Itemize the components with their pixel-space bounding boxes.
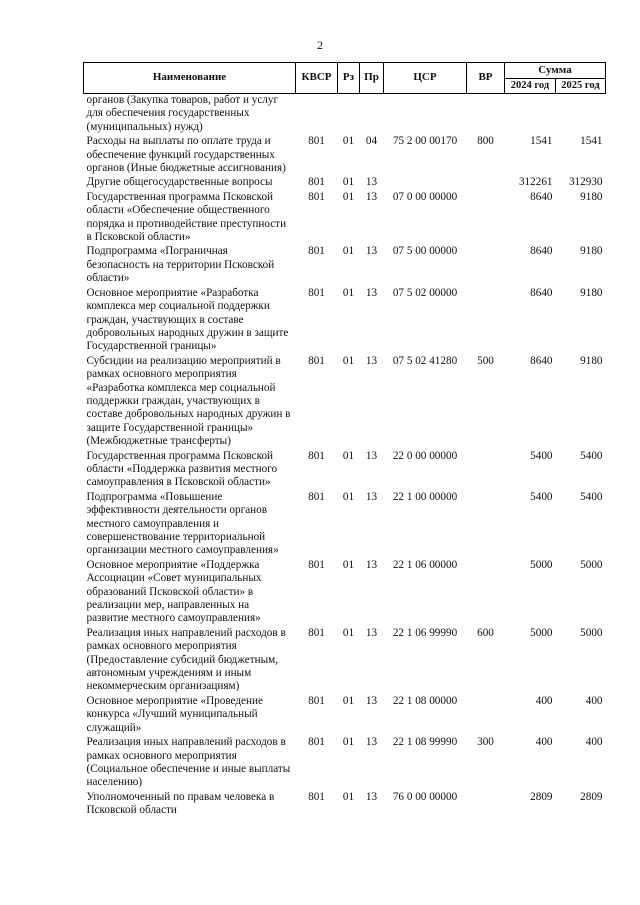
cell-pr: 13: [365, 449, 378, 462]
cell-kvsr: 801: [308, 626, 325, 639]
cell-pr: 13: [365, 354, 378, 367]
cell-2025: 9180: [580, 354, 603, 367]
table-row: [84, 627, 606, 695]
cell-name: Субсидии на реализацию мероприятий в рамках основного мероприятия «Разработка комплекса мер социальной поддержки граждан, участвующих в составе добровольных народных дружин в защите Государственной границы» (Межбюджетные трансферты): [86, 354, 291, 448]
header-pr: Пр: [360, 63, 384, 94]
cell-name: Основное мероприятие «Поддержка Ассоциации «Совет муниципальных образований Псковской области» в реализации мер, направленных на развитие местного самоуправления»: [86, 558, 262, 625]
table-row: [84, 191, 606, 246]
cell-2025: 400: [585, 694, 603, 707]
cell-2024: 312261: [518, 176, 553, 189]
table-row: [84, 695, 606, 736]
cell-rz: 01: [342, 449, 355, 462]
cell-2024: 5400: [530, 449, 553, 462]
cell-kvsr: 801: [308, 449, 325, 462]
cell-2024: 8640: [530, 190, 553, 203]
cell-csr: 22 1 06 99990: [392, 626, 458, 639]
cell-name: Государственная программа Псковской области «Обеспечение общественного порядка и противодействие преступности в Псковской области»: [86, 190, 287, 244]
cell-vr: [467, 176, 505, 190]
cell-name: Основное мероприятие «Разработка комплекса мер социальной поддержки граждан, участвующих в составе добровольных народных дружин в защите Государственной границы»: [86, 286, 289, 353]
cell-name: Расходы на выплаты по оплате труда и обеспечение функций государственных органов (Иные бюджетные ассигнования): [86, 135, 286, 175]
cell-kvsr: 801: [308, 490, 325, 503]
cell-rz: 01: [342, 176, 355, 189]
cell-csr: 07 0 00 00000: [392, 190, 458, 203]
cell-pr: 13: [365, 694, 378, 707]
table-row: [84, 736, 606, 791]
cell-pr: 13: [365, 736, 378, 749]
table-body: [84, 94, 606, 819]
table-row: [84, 491, 606, 559]
cell-2025: 5400: [580, 449, 603, 462]
cell-2025: 2809: [580, 790, 603, 803]
cell-pr: 13: [365, 790, 378, 803]
cell-vr: [467, 450, 505, 491]
cell-vr: 500: [477, 354, 494, 367]
cell-kvsr: 801: [308, 245, 325, 258]
cell-pr: 13: [365, 558, 378, 571]
cell-pr: 13: [365, 176, 378, 189]
cell-2024: 5000: [530, 626, 553, 639]
header-vr: ВР: [467, 63, 505, 94]
table-row: [84, 245, 606, 286]
cell-csr: 22 1 00 00000: [392, 490, 458, 503]
cell-pr: [360, 94, 384, 136]
cell-2025: 9180: [580, 245, 603, 258]
cell-vr: [467, 559, 505, 627]
header-csr: ЦСР: [384, 63, 467, 94]
cell-vr: 800: [477, 135, 494, 148]
cell-csr: 22 1 06 00000: [392, 558, 458, 571]
cell-rz: 01: [342, 245, 355, 258]
cell-rz: 01: [342, 694, 355, 707]
cell-2025: 1541: [580, 135, 603, 148]
cell-rz: [338, 94, 360, 136]
cell-csr: 07 5 02 00000: [392, 286, 458, 299]
cell-kvsr: 801: [308, 286, 325, 299]
cell-pr: 13: [365, 245, 378, 258]
table-row: [84, 135, 606, 176]
cell-rz: 01: [342, 190, 355, 203]
cell-2025: 5000: [580, 558, 603, 571]
cell-kvsr: 801: [308, 190, 325, 203]
cell-csr: 22 0 00 00000: [392, 449, 458, 462]
cell-pr: 13: [365, 286, 378, 299]
cell-kvsr: 801: [308, 694, 325, 707]
cell-2025: 9180: [580, 286, 603, 299]
cell-kvsr: 801: [308, 736, 325, 749]
cell-name: Реализация иных направлений расходов в рамках основного мероприятия (Предоставление субсидий бюджетным, автономным учреждениям и иным некоммерческим организациям): [86, 626, 286, 693]
table-row: [84, 355, 606, 450]
cell-rz: 01: [342, 135, 355, 148]
cell-csr: [384, 94, 467, 136]
table-row: [84, 176, 606, 190]
cell-2025: 400: [585, 736, 603, 749]
table-row: [84, 559, 606, 627]
cell-kvsr: [296, 94, 338, 136]
cell-2024: 8640: [530, 354, 553, 367]
cell-kvsr: 801: [308, 558, 325, 571]
cell-rz: 01: [342, 790, 355, 803]
cell-name: Другие общегосударственные вопросы: [86, 176, 273, 189]
cell-2024: 400: [535, 736, 553, 749]
cell-2024: 2809: [530, 790, 553, 803]
cell-name: органов (Закупка товаров, работ и услуг для обеспечения государственных (муниципальных) нужд): [86, 94, 279, 133]
table-row: [84, 450, 606, 491]
cell-csr: 76 0 00 00000: [392, 790, 458, 803]
cell-csr: 22 1 08 00000: [392, 694, 458, 707]
header-sum: Сумма: [505, 63, 606, 79]
cell-name: Уполномоченный по правам человека в Псковской области: [86, 790, 275, 817]
cell-vr: [467, 287, 505, 355]
page-number: 2: [317, 38, 323, 52]
cell-kvsr: 801: [308, 790, 325, 803]
cell-vr: [467, 245, 505, 286]
cell-kvsr: 801: [308, 135, 325, 148]
table-row: [84, 94, 606, 136]
cell-2025: 312930: [568, 176, 603, 189]
budget-table: [83, 62, 606, 819]
header-kvsr: КВСР: [296, 63, 338, 94]
cell-2024: 8640: [530, 286, 553, 299]
cell-rz: 01: [342, 736, 355, 749]
cell-2025: 5400: [580, 490, 603, 503]
cell-pr: 13: [365, 190, 378, 203]
cell-rz: 01: [342, 490, 355, 503]
cell-name: Реализация иных направлений расходов в рамках основного мероприятия (Социальное обеспечение и иные выплаты населению): [86, 736, 291, 789]
cell-rz: 01: [342, 286, 355, 299]
cell-csr: 07 5 02 41280: [392, 354, 458, 367]
cell-kvsr: 801: [308, 354, 325, 367]
cell-2025: [556, 94, 606, 136]
table-row: [84, 791, 606, 819]
cell-2024: 5400: [530, 490, 553, 503]
cell-csr: 07 5 00 00000: [392, 245, 458, 258]
cell-name: Основное мероприятие «Проведение конкурса «Лучший муниципальный служащий»: [86, 694, 263, 734]
cell-vr: [467, 491, 505, 559]
cell-rz: 01: [342, 354, 355, 367]
header-2024: 2024 год: [505, 79, 556, 94]
cell-rz: 01: [342, 558, 355, 571]
cell-name: Подпрограмма «Повышение эффективности деятельности органов местного самоуправления и совершенствование территориальной организации местного самоуправления»: [86, 490, 279, 557]
cell-pr: 04: [365, 135, 378, 148]
cell-csr: 75 2 00 00170: [392, 135, 458, 148]
cell-kvsr: 801: [308, 176, 325, 189]
header-rz: Рз: [338, 63, 360, 94]
table-row: [84, 287, 606, 355]
cell-name: Государственная программа Псковской области «Поддержка развития местного самоуправления в Псковской области»: [86, 449, 278, 489]
header-2025: 2025 год: [556, 79, 606, 94]
cell-2024: 1541: [530, 135, 553, 148]
cell-name: Подпрограмма «Пограничная безопасность на территории Псковской области»: [86, 245, 275, 285]
cell-pr: 13: [365, 626, 378, 639]
cell-vr: 300: [477, 736, 494, 749]
cell-2024: [505, 94, 556, 136]
cell-vr: [467, 791, 505, 819]
cell-2024: 5000: [530, 558, 553, 571]
cell-2025: 9180: [580, 190, 603, 203]
cell-vr: 600: [477, 626, 494, 639]
header-name: Наименование: [84, 63, 296, 94]
cell-csr: [384, 176, 467, 190]
cell-vr: [467, 94, 505, 136]
cell-csr: 22 1 08 99990: [392, 736, 458, 749]
cell-pr: 13: [365, 490, 378, 503]
cell-2025: 5000: [580, 626, 603, 639]
cell-2024: 8640: [530, 245, 553, 258]
cell-vr: [467, 695, 505, 736]
cell-2024: 400: [535, 694, 553, 707]
cell-vr: [467, 191, 505, 246]
cell-rz: 01: [342, 626, 355, 639]
